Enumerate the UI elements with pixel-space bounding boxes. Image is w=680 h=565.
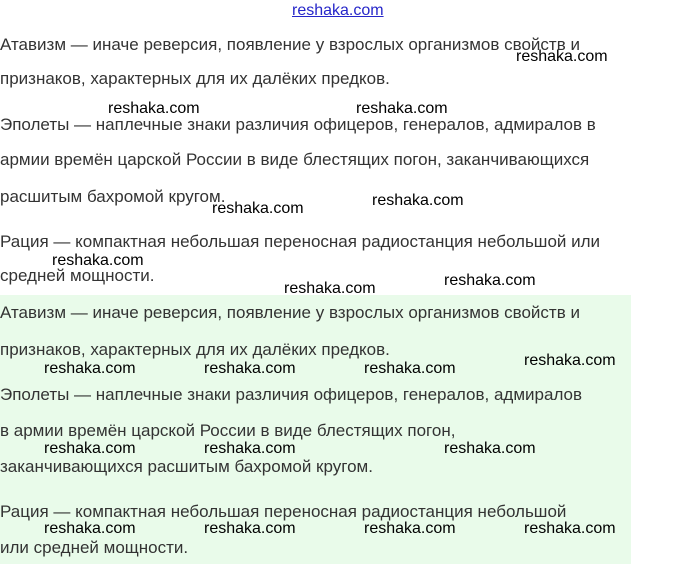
watermark: reshaka.com xyxy=(444,440,536,457)
answer-line: или средней мощности. xyxy=(0,538,189,557)
answer-line: Эполеты — наплечные знаки различия офицеров, генералов, адмиралов xyxy=(0,385,583,404)
watermark: reshaka.com xyxy=(524,520,616,537)
watermark: reshaka.com xyxy=(444,272,536,289)
answer-line: признаков, характерных для их далёких предков. xyxy=(0,340,390,359)
watermark: reshaka.com xyxy=(516,48,608,65)
watermark: reshaka.com xyxy=(52,252,144,269)
question-line: средней мощности. xyxy=(0,266,155,285)
watermark: reshaka.com xyxy=(204,520,296,537)
answer-line: заканчивающихся расшитым бахромой кругом. xyxy=(0,457,373,476)
answer-line: Рация — компактная небольшая переносная радиостанция небольшой xyxy=(0,502,567,521)
watermark: reshaka.com xyxy=(372,192,464,209)
watermark: reshaka.com xyxy=(204,440,296,457)
watermark: reshaka.com xyxy=(212,200,304,217)
watermark: reshaka.com xyxy=(44,440,136,457)
watermark: reshaka.com xyxy=(44,520,136,537)
watermark: reshaka.com xyxy=(44,360,136,377)
question-line: расшитым бахромой кругом. xyxy=(0,187,226,206)
answer-line: Атавизм — иначе реверсия, появление у взрослых организмов свойств и xyxy=(0,303,580,322)
question-line: Рация — компактная небольшая переносная радиостанция небольшой или xyxy=(0,232,601,251)
question-line: Эполеты — наплечные знаки различия офицеров, генералов, адмиралов в xyxy=(0,115,596,134)
watermark: reshaka.com xyxy=(284,280,376,297)
watermark: reshaka.com xyxy=(524,352,616,369)
answer-line: в армии времён царской России в виде блестящих погон, xyxy=(0,421,456,440)
watermark: reshaka.com xyxy=(364,360,456,377)
watermark: reshaka.com xyxy=(364,520,456,537)
question-line: Атавизм — иначе реверсия, появление у взрослых организмов свойств и xyxy=(0,35,580,54)
site-link[interactable]: reshaka.com xyxy=(292,2,384,19)
watermark: reshaka.com xyxy=(108,100,200,117)
watermark: reshaka.com xyxy=(356,100,448,117)
question-line: армии времён царской России в виде блестящих погон, заканчивающихся xyxy=(0,150,590,169)
question-line: признаков, характерных для их далёких предков. xyxy=(0,69,390,88)
watermark: reshaka.com xyxy=(204,360,296,377)
